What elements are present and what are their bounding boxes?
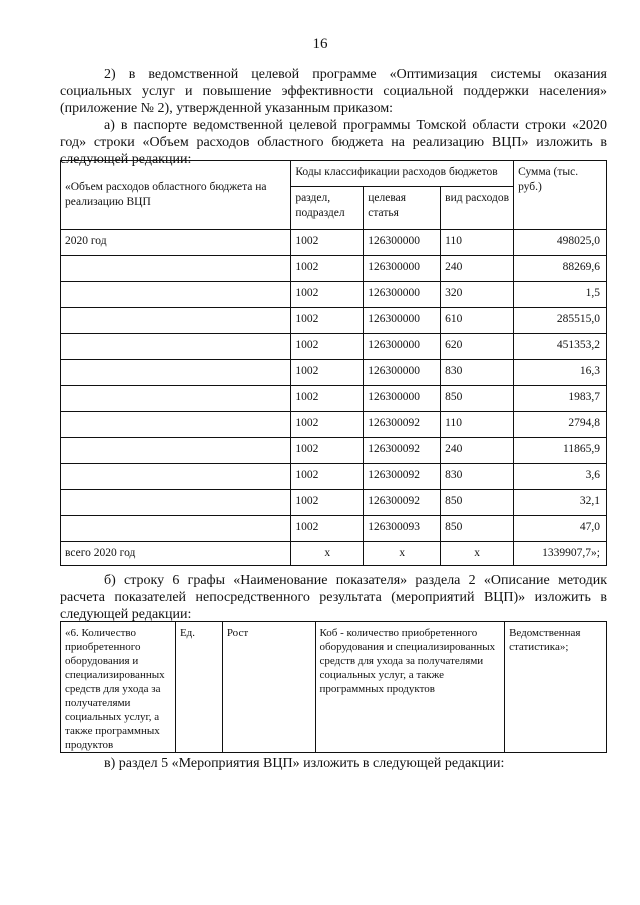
budget-cell-section: 1002: [291, 438, 364, 464]
budget-cell-sum: 2794,8: [514, 412, 607, 438]
budget-rows: [61, 230, 607, 542]
paragraph-item-b-text: б) строку 6 графы «Наименование показателя» раздела 2 «Описание методик расчета показателей непосредственного результата (мероприятий ВЦП)» изложить в следующей редакции:: [60, 573, 607, 622]
budget-cell-section: 1002: [291, 230, 364, 256]
budget-row: [61, 438, 607, 464]
indicator-table: [60, 621, 607, 753]
paragraph-item-b: [60, 572, 607, 623]
type-header: вид расходов: [441, 187, 514, 230]
budget-cell-type: 320: [441, 282, 514, 308]
total-x-target: х: [364, 542, 441, 566]
budget-cell-type: 240: [441, 256, 514, 282]
budget-cell-section: 1002: [291, 464, 364, 490]
budget-cell-target: 126300000: [364, 360, 441, 386]
budget-cell-target: 126300000: [364, 282, 441, 308]
budget-cell-year: [61, 516, 291, 542]
paragraph-item-a-text: а) в паспорте ведомственной целевой программы Томской области строки «2020 год» строки «Объем расходов областного бюджета на реализацию ВЦП» изложить в следующей редакции:: [60, 118, 607, 167]
budget-cell-type: 610: [441, 308, 514, 334]
paragraph-item-v: [60, 755, 607, 772]
total-sum: 1339907,7»;: [514, 542, 607, 566]
budget-cell-year: [61, 334, 291, 360]
budget-cell-year: 2020 год: [61, 230, 291, 256]
budget-cell-type: 830: [441, 360, 514, 386]
paragraph-item-2-text: 2) в ведомственной целевой программе «Оптимизация системы оказания социальных услуг и повышение эффективности социальной поддержки населения» (приложение № 2), утвержденной указанным приказом:: [60, 67, 607, 116]
budget-row: [61, 256, 607, 282]
budget-cell-year: [61, 386, 291, 412]
budget-cell-target: 126300093: [364, 516, 441, 542]
indicator-formula: Коб - количество приобретенного оборудования и специализированных средств для ухода за получателями социальных услуг, а также программных продуктов: [315, 622, 505, 753]
budget-cell-type: 830: [441, 464, 514, 490]
budget-row: [61, 230, 607, 256]
budget-cell-year: [61, 438, 291, 464]
budget-cell-section: 1002: [291, 516, 364, 542]
budget-cell-section: 1002: [291, 308, 364, 334]
budget-row: [61, 464, 607, 490]
budget-cell-section: 1002: [291, 386, 364, 412]
budget-cell-section: 1002: [291, 490, 364, 516]
budget-cell-section: 1002: [291, 334, 364, 360]
indicator-dynamics: Рост: [222, 622, 315, 753]
budget-cell-target: 126300092: [364, 490, 441, 516]
budget-cell-section: 1002: [291, 360, 364, 386]
budget-cell-year: [61, 412, 291, 438]
budget-row: [61, 490, 607, 516]
codes-header: Коды классификации расходов бюджетов: [291, 161, 514, 187]
budget-cell-sum: 47,0: [514, 516, 607, 542]
budget-row: [61, 308, 607, 334]
budget-row: [61, 282, 607, 308]
budget-row: [61, 360, 607, 386]
budget-cell-type: 620: [441, 334, 514, 360]
budget-cell-target: 126300000: [364, 256, 441, 282]
budget-cell-year: [61, 256, 291, 282]
sum-header: Сумма (тыс. руб.): [514, 161, 607, 230]
budget-table-header-row: [61, 161, 607, 187]
budget-table: [60, 160, 607, 566]
budget-row-label: «Объем расходов областного бюджета на реализацию ВЦП: [61, 161, 291, 230]
budget-cell-sum: 498025,0: [514, 230, 607, 256]
budget-cell-sum: 451353,2: [514, 334, 607, 360]
page-number: 16: [312, 36, 328, 52]
budget-cell-type: 110: [441, 230, 514, 256]
budget-cell-target: 126300092: [364, 438, 441, 464]
budget-cell-target: 126300000: [364, 386, 441, 412]
budget-total-row: [61, 542, 607, 566]
budget-cell-target: 126300000: [364, 334, 441, 360]
indicator-unit: Ед.: [175, 622, 222, 753]
budget-row: [61, 412, 607, 438]
budget-cell-type: 850: [441, 386, 514, 412]
budget-row: [61, 516, 607, 542]
budget-cell-sum: 32,1: [514, 490, 607, 516]
budget-cell-year: [61, 308, 291, 334]
budget-cell-target: 126300092: [364, 412, 441, 438]
budget-cell-target: 126300000: [364, 308, 441, 334]
budget-cell-sum: 16,3: [514, 360, 607, 386]
budget-cell-section: 1002: [291, 412, 364, 438]
budget-cell-type: 850: [441, 490, 514, 516]
budget-cell-sum: 11865,9: [514, 438, 607, 464]
indicator-name: «6. Количество приобретенного оборудования и специализированных средств для ухода за получателями социальных услуг, а также программных продуктов: [61, 622, 176, 753]
budget-cell-year: [61, 282, 291, 308]
budget-cell-type: 240: [441, 438, 514, 464]
budget-cell-year: [61, 490, 291, 516]
budget-cell-sum: 1,5: [514, 282, 607, 308]
budget-cell-sum: 3,6: [514, 464, 607, 490]
budget-cell-section: 1002: [291, 282, 364, 308]
budget-cell-year: [61, 360, 291, 386]
paragraph-item-2: [60, 66, 607, 117]
total-x-section: х: [291, 542, 364, 566]
budget-cell-target: 126300000: [364, 230, 441, 256]
budget-row: [61, 334, 607, 360]
section-header: раздел, подраздел: [291, 187, 364, 230]
indicator-row: [61, 622, 607, 753]
indicator-source: Ведомственная статистика»;: [505, 622, 607, 753]
total-label: всего 2020 год: [61, 542, 291, 566]
budget-cell-sum: 1983,7: [514, 386, 607, 412]
budget-cell-year: [61, 464, 291, 490]
budget-cell-section: 1002: [291, 256, 364, 282]
total-x-type: х: [441, 542, 514, 566]
budget-cell-type: 110: [441, 412, 514, 438]
paragraph-item-v-text: в) раздел 5 «Мероприятия ВЦП» изложить в следующей редакции:: [104, 756, 505, 771]
budget-cell-target: 126300092: [364, 464, 441, 490]
budget-cell-sum: 88269,6: [514, 256, 607, 282]
budget-row: [61, 386, 607, 412]
budget-cell-type: 850: [441, 516, 514, 542]
target-header: целевая статья: [364, 187, 441, 230]
budget-cell-sum: 285515,0: [514, 308, 607, 334]
